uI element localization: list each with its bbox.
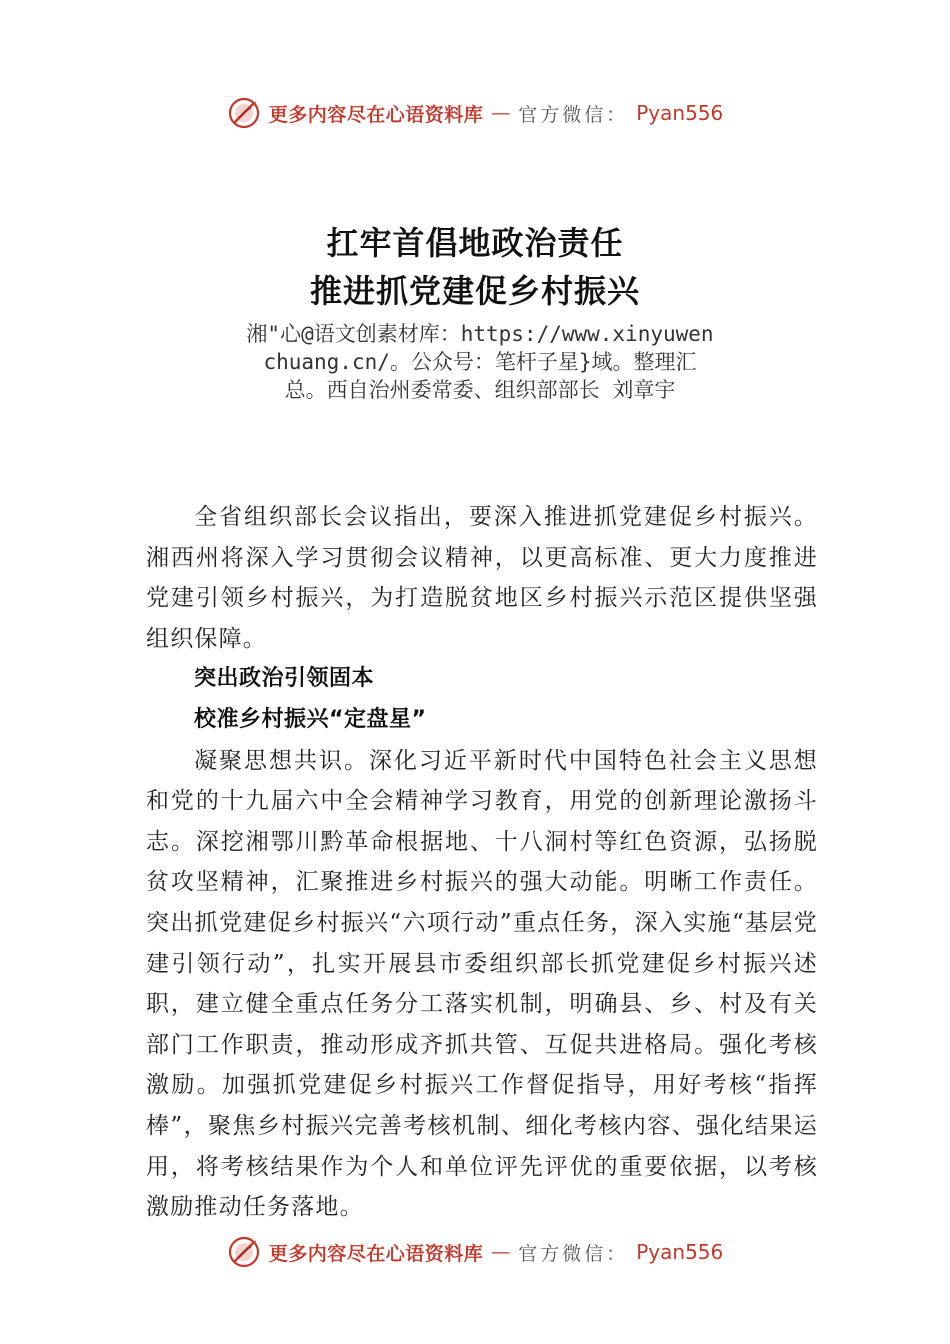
footer-banner <box>0 1232 950 1272</box>
banner-wechat-id: Pyan556 <box>636 1240 724 1264</box>
section-heading-2: 校准乡村振兴“定盘星” <box>194 706 427 732</box>
banner-wechat-label: 官方微信： <box>518 103 629 126</box>
article-byline: 湘"心@语文创素材库：https://www.xinyuwenchuang.cn/。公众号：笔杆子星}域。整理汇总。西自治州委常委、组织部部长 刘章宇 <box>246 322 714 402</box>
banner-text: 更多内容尽在心语资料库 <box>268 103 484 126</box>
article-title-line-1: 扛牢首倡地政治责任 <box>326 224 624 262</box>
article-title-line-2: 推进抓党建促乡村振兴 <box>309 272 640 310</box>
banner-text: 更多内容尽在心语资料库 <box>268 1242 484 1265</box>
banner-separator: — <box>491 1241 511 1263</box>
section-paragraph: 凝聚思想共识。深化习近平新时代中国特色社会主义思想和党的十九届六中全会精神学习教育，用党的创新理论激扬斗志。深挖湘鄂川黔革命根据地、十八洞村等红色资源，弘扬脱贫攻坚精神，汇聚推进乡村振兴的强大动能。明晰工作责任。突出抓党建促乡村振兴“六项行动”重点任务，深入实施“基层党建引领行动”，扎实开展县市委组织部长抓党建促乡村振兴述职，建立健全重点任务分工落实机制，明确县、乡、村及有关部门工作职责，推动形成齐抓共管、互促共进格局。强化考核激励。加强抓党建促乡村振兴工作督促指导，用好考核“指挥棒”，聚焦乡村振兴完善考核机制、细化考核内容、强化结果运用，将考核结果作为个人和单位评先评优的重要依据，以考核激励推动任务落地。 <box>146 747 818 1221</box>
quill-seal-icon <box>227 96 261 130</box>
header-banner <box>0 93 950 133</box>
banner-wechat-id: Pyan556 <box>636 101 724 125</box>
section-heading-1: 突出政治引领固本 <box>194 666 375 692</box>
article-body <box>146 497 818 1228</box>
quill-seal-icon <box>227 1235 261 1269</box>
banner-wechat-label: 官方微信： <box>518 1242 629 1265</box>
banner-separator: — <box>491 102 511 124</box>
intro-paragraph: 全省组织部长会议指出，要深入推进抓党建促乡村振兴。湘西州将深入学习贯彻会议精神，以更高标准、更大力度推进党建引领乡村振兴，为打造脱贫地区乡村振兴示范区提供坚强组织保障。 <box>146 504 818 652</box>
